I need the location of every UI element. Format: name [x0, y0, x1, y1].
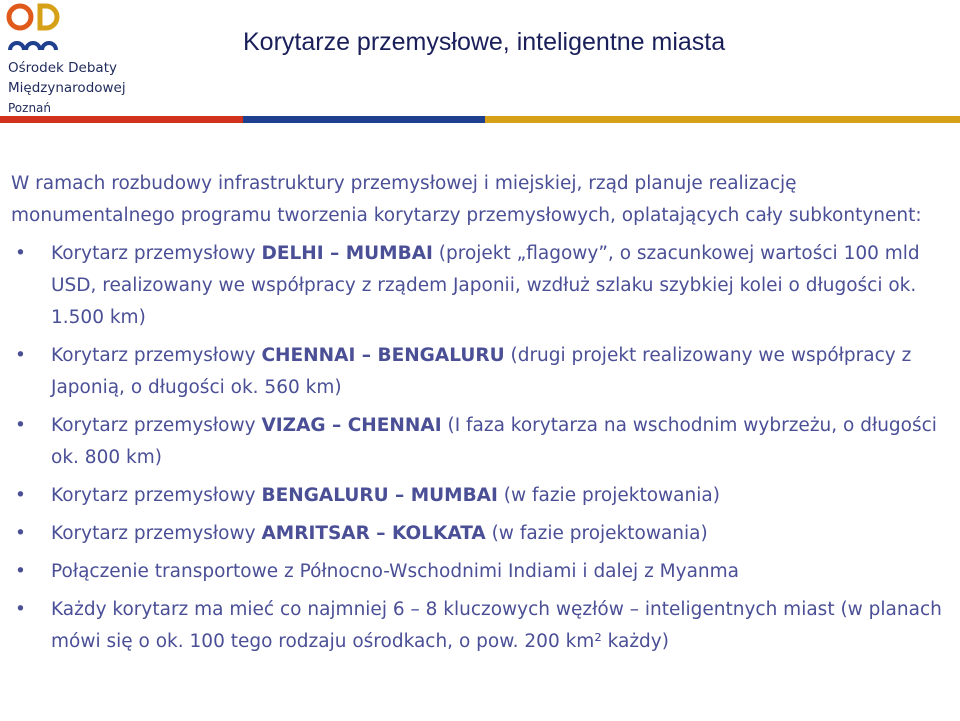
bullet-text: Korytarz przemysłowy [51, 485, 262, 506]
bullet-text: (I faza korytarza na wschodnim wybrzeżu, o długości ok. 800 km) [51, 415, 937, 468]
bullet-text: (projekt „flagowy”, o szacunkowej wartości 100 mld USD, realizowany we współpracy z rządem Japonii, wzdłuż szlaku szybkiej kolei o długości ok. 1.500 km) [51, 243, 920, 328]
bullet-bold: DELHI – MUMBAI [261, 243, 433, 264]
slide-body [11, 168, 951, 664]
intro-paragraph: W ramach rozbudowy infrastruktury przemysłowej i miejskiej, rząd planuje realizację monumentalnego programu tworzenia korytarzy przemysłowych, oplatających cały subkontynent: [11, 173, 922, 226]
organization-logo [4, 2, 154, 114]
rule-segment-red [0, 116, 243, 123]
bullet-icon: • [15, 345, 26, 366]
bullet-bold: CHENNAI – BENGALURU [261, 345, 505, 366]
list-item [11, 480, 951, 512]
organization-name [8, 58, 126, 118]
header-color-rule [0, 116, 960, 123]
bullet-icon: • [15, 523, 26, 544]
logo-mark [4, 2, 74, 56]
rule-segment-navy [243, 116, 485, 123]
list-item [11, 594, 951, 658]
list-item [11, 518, 951, 550]
list-item [11, 238, 951, 334]
bullet-text: Korytarz przemysłowy [51, 345, 262, 366]
slide-title: Korytarze przemysłowe, inteligentne miasta [243, 28, 726, 56]
bullet-text: Korytarz przemysłowy [51, 415, 262, 436]
bullet-bold: AMRITSAR – KOLKATA [261, 523, 486, 544]
list-item [11, 340, 951, 404]
org-line-1: Ośrodek Debaty [8, 60, 117, 76]
bullet-icon: • [15, 485, 26, 506]
bullet-icon: • [15, 561, 26, 582]
rule-segment-gold [485, 116, 960, 123]
list-item [11, 556, 951, 588]
bullet-text: Korytarz przemysłowy [51, 243, 262, 264]
bullet-text: (w fazie projektowania) [485, 523, 708, 544]
bullet-text: Każdy korytarz ma mieć co najmniej 6 – 8 kluczowych węzłów – inteligentnych miast (w planach mówi się o ok. 100 tego rodzaju ośrodkach, o pow. 200 km² każdy) [51, 599, 942, 652]
bullet-icon: • [15, 243, 26, 264]
bullet-icon: • [15, 599, 26, 620]
bullet-text: Korytarz przemysłowy [51, 523, 262, 544]
bullet-text: (drugi projekt realizowany we współpracy z Japonią, o długości ok. 560 km) [51, 345, 912, 398]
bullet-text: Połączenie transportowe z Północno-Wschodnimi Indiami i dalej z Myanma [51, 561, 739, 582]
bullet-list [11, 238, 951, 658]
bullet-text: (w fazie projektowania) [497, 485, 720, 506]
bullet-icon: • [15, 415, 26, 436]
bullet-bold: VIZAG – CHENNAI [261, 415, 442, 436]
org-line-3: Poznań [8, 101, 52, 115]
bullet-bold: BENGALURU – MUMBAI [261, 485, 498, 506]
list-item [11, 410, 951, 474]
org-line-2: Międzynarodowej [8, 80, 126, 96]
